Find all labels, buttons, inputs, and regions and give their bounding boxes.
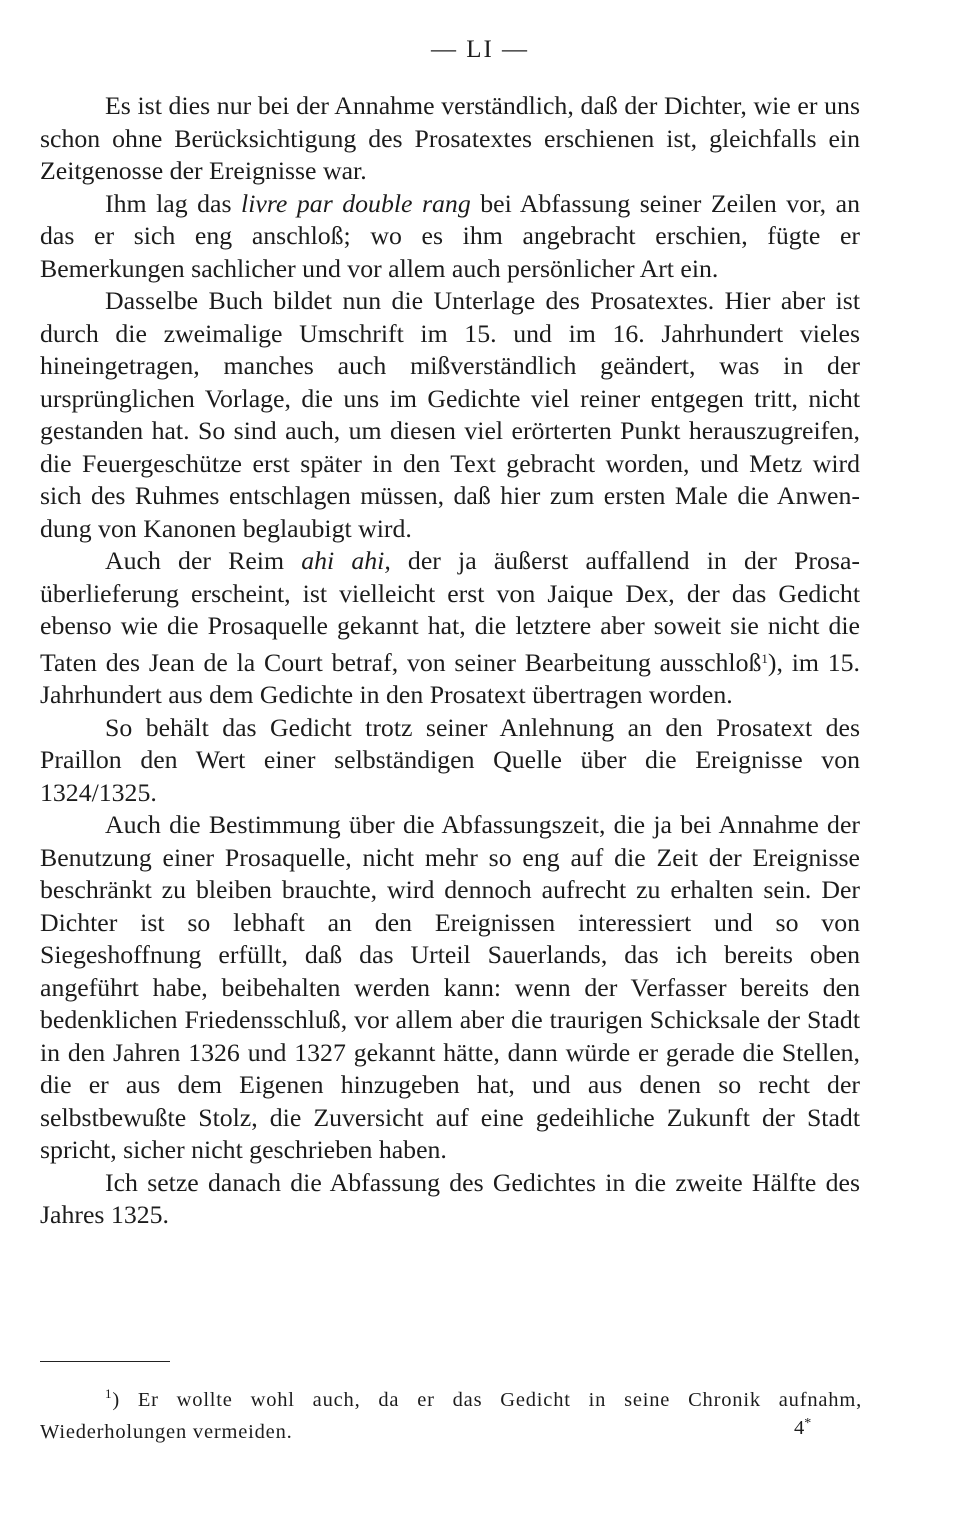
paragraph [40, 188, 860, 286]
page-header: — LI — [430, 36, 530, 63]
paragraph-text: bei Abfassung seiner Zeilen vor, an das er sich eng anschloß; wo es ihm angebracht erschien, fügte er Bemerkungen sachlicher und vor allem auch persönlicher Art ein. [40, 188, 860, 283]
paragraph-text: Ihm lag das [105, 188, 242, 218]
italic-term: ahi ahi, [301, 546, 391, 575]
paragraph-text: So behält das Gedicht trotz seiner Anlehnung an den Prosatext des Praillon den Wert einer selbständigen Quelle über die Ereignisse von 1324/1325. [40, 712, 860, 807]
italic-term: livre par double rang [241, 188, 471, 218]
sheet-signature [794, 1408, 811, 1444]
paragraph-text: Es ist dies nur bei der Annahme verständlich, daß der Dichter, wie er uns schon ohne Berücksichtigung des Prosatextes erschienen ist, gleichfalls ein Zeitgenosse der Ereignisse war. [40, 91, 860, 185]
paragraph [40, 285, 860, 545]
paragraph [40, 1167, 860, 1232]
paragraph [40, 90, 860, 188]
paragraph [40, 545, 860, 712]
paragraph [40, 712, 860, 810]
paragraph-text: der ja äußerst auffallend in der Prosaüberlieferung erscheint, ist vielleicht erst von Jaique Dex, der das Gedicht ebenso wie die Prosaquelle gekannt hat, die letztere aber soweit sie nicht die Taten des Jean de la Court betraf, von seiner Bearbeitung ausschloß [40, 546, 860, 677]
paragraph-text: Auch die Bestimmung über die Abfassungszeit, die ja bei Annahme der Benutzung einer Prosaquelle, nicht mehr so eng auf die Zeit der Ereignisse beschränkt zu bleiben brauchte, wird dennoch aufrecht zu erhalten sein. Der Dichter ist so lebhaft an den Ereignissen interessiert und so von Siegeshoffnung erfüllt, daß das Urteil Sauerlands, das ich bereits oben angeführt habe, beibehalten werden kann: wenn der Verfasser bereits den bedenklichen Friedensschluß, vor allem aber die traurigen Schicksale der Stadt in den Jahren 1326 und 1327 gekannt hätte, dann würde er gerade die Stellen, die er aus dem Eigenen hinzugeben hat, und aus denen so recht der selbstbewußte Stolz, die Zuversicht auf eine gedeihliche Zukunft der Stadt spricht, sicher nicht geschrieben haben. [40, 810, 860, 1164]
paragraph-text: ), im 15. Jahrhundert aus dem Gedichte in den Prosatext übertragen worden. [40, 647, 860, 709]
body-text [40, 90, 860, 1232]
footnote-reference: 1 [761, 650, 768, 666]
footnote-separator [40, 1361, 170, 1362]
signature-star: * [804, 1416, 812, 1431]
paragraph-text: Auch der Reim [105, 546, 302, 575]
footnote-text: ) Er wollte wohl auch, da er das Gedicht in seine Chronik aufnahm, Wiederholungen vermeiden. [40, 1389, 862, 1443]
footnote [40, 1378, 862, 1448]
signature-number: 4 [794, 1417, 805, 1439]
paragraph-text: Dasselbe Buch bildet nun die Unterlage des Prosatextes. Hier aber ist durch die zweimalige Umschrift im 15. und im 16. Jahrhundert vieles hineingetragen, manches auch mißverständlich geändert, was in der ursprünglichen Vorlage, die uns im Gedichte viel reiner entgegen tritt, nicht gestanden hat. So sind auch, um diesen viel erörterten Punkt herauszugreifen, die Feuergeschütze erst später in den Text gebracht worden, und Metz wird sich des Ruhmes entschlagen müssen, daß hier zum ersten Male die Anwendung von Kanonen beglaubigt wird. [40, 286, 860, 543]
paragraph-text: Ich setze danach die Abfassung des Gedichtes in die zweite Hälfte des Jahres 1325. [40, 1167, 860, 1229]
footnote-marker: 1 [105, 1386, 113, 1401]
paragraph [40, 809, 860, 1167]
